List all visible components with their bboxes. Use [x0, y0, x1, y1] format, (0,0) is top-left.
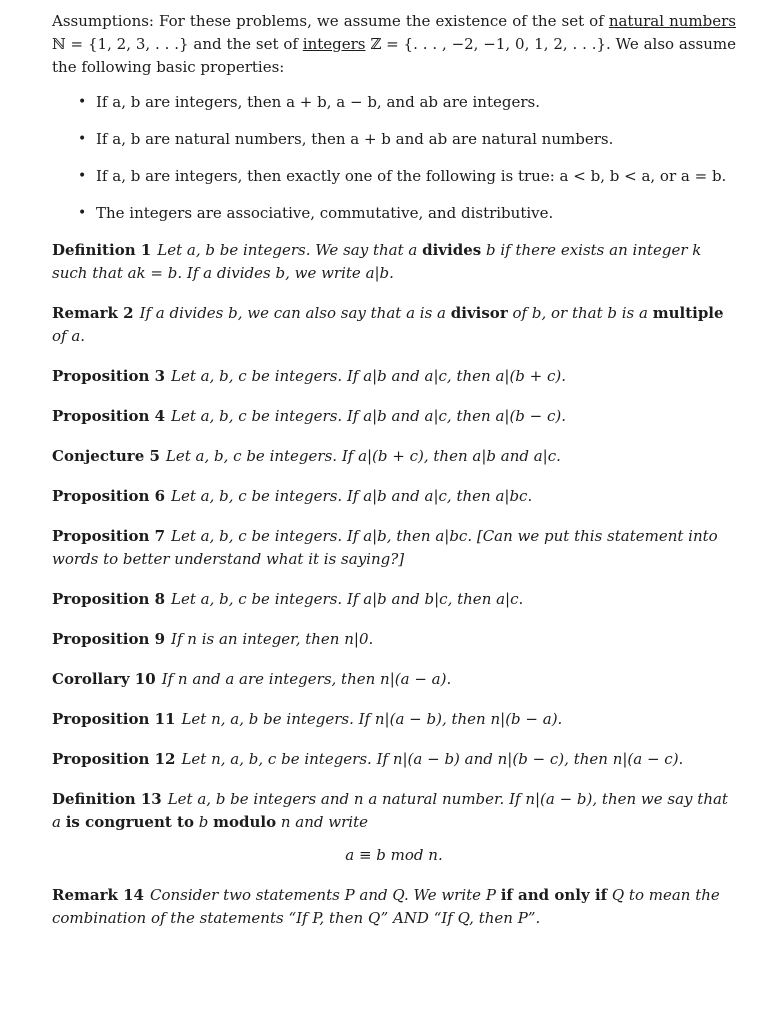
basic-properties-list: [52, 91, 736, 224]
item-label: Definition 1: [52, 241, 152, 259]
property-text: If a, b are integers, then exactly one of the following is true: a < b, b < a, or a = b.: [96, 167, 727, 185]
remark-14: [52, 884, 736, 930]
item-label: Proposition 6: [52, 487, 166, 505]
item-label: Corollary 10: [52, 670, 156, 688]
item-label: Remark 2: [52, 304, 134, 322]
item-label: Proposition 8: [52, 590, 166, 608]
term-congruent: is congruent to: [65, 813, 194, 831]
term-divides: divides: [422, 241, 482, 259]
definition-13: [52, 788, 736, 867]
definition-1: [52, 239, 736, 285]
item-label: Proposition 3: [52, 367, 166, 385]
item-text: Let a, b be integers. We say that a: [157, 241, 423, 259]
bullet-icon: •: [78, 94, 87, 110]
item-text: n and write: [276, 813, 368, 831]
item-label: Proposition 11: [52, 710, 176, 728]
proposition-12: [52, 748, 736, 771]
list-item: [52, 202, 736, 224]
item-text: Let a, b be integers and n a natural number. If n|(a − b), then we say that a: [52, 790, 728, 831]
list-item: [52, 165, 736, 187]
bullet-icon: •: [78, 168, 87, 184]
item-text: Consider two statements P and Q. We write P: [150, 886, 501, 904]
document-page: [52, 10, 736, 947]
list-item: [52, 91, 736, 113]
item-label: Remark 14: [52, 886, 144, 904]
corollary-10: [52, 668, 736, 691]
proposition-11: [52, 708, 736, 731]
proposition-4: [52, 405, 736, 428]
item-text: Let a, b, c be integers. If a|b and a|c, then a|(b + c).: [171, 367, 567, 385]
item-text: of a.: [52, 327, 86, 345]
property-text: If a, b are integers, then a + b, a − b, and ab are integers.: [96, 93, 540, 111]
item-label: Proposition 12: [52, 750, 176, 768]
conjecture-5: [52, 445, 736, 468]
term-iff: if and only if: [500, 886, 608, 904]
proposition-9: [52, 628, 736, 651]
bullet-icon: •: [78, 205, 87, 221]
item-text: Let a, b, c be integers. If a|(b + c), then a|b and a|c.: [165, 447, 561, 465]
item-label: Definition 13: [52, 790, 162, 808]
bullet-icon: •: [78, 131, 87, 147]
intro-text-2: ℕ = {1, 2, 3, . . .} and the set of: [52, 35, 303, 53]
item-text: Let n, a, b, c be integers. If n|(a − b) and n|(b − c), then n|(a − c).: [181, 750, 684, 768]
intro-text-1: Assumptions: For these problems, we assume the existence of the set of: [52, 12, 609, 30]
term-multiple: multiple: [652, 304, 724, 322]
proposition-6: [52, 485, 736, 508]
property-text: The integers are associative, commutative, and distributive.: [96, 204, 554, 222]
congruence-formula: a ≡ b mod n.: [345, 846, 443, 864]
item-text: Let a, b, c be integers. If a|b, then a|bc. [Can we put this statement into words to better understand what it is saying?]: [52, 527, 718, 568]
item-text: Q to mean the combination of the statements “If P, then Q” AND “If Q, then P”.: [52, 886, 720, 927]
proposition-3: [52, 365, 736, 388]
proposition-8: [52, 588, 736, 611]
proposition-7: [52, 525, 736, 571]
item-text: of b, or that b is a: [507, 304, 653, 322]
item-text: Let a, b, c be integers. If a|b and b|c, then a|c.: [171, 590, 524, 608]
term-modulo: modulo: [213, 813, 277, 831]
item-label: Proposition 4: [52, 407, 166, 425]
item-text: Let n, a, b be integers. If n|(a − b), then n|(b − a).: [181, 710, 563, 728]
item-text: b if there exists an integer k such that ak = b. If a divides b, we write a|b.: [52, 241, 702, 282]
item-text: Let a, b, c be integers. If a|b and a|c, then a|bc.: [171, 487, 533, 505]
item-text: If n and a are integers, then n|(a − a).: [161, 670, 452, 688]
assumptions-paragraph: [52, 10, 736, 79]
item-label: Proposition 9: [52, 630, 166, 648]
item-label: Proposition 7: [52, 527, 166, 545]
item-label: Conjecture 5: [52, 447, 160, 465]
integers-term: integers: [302, 35, 366, 53]
list-item: [52, 128, 736, 150]
natural-numbers-term: natural numbers: [608, 12, 736, 30]
item-text: b: [193, 813, 214, 831]
term-divisor: divisor: [450, 304, 508, 322]
property-text: If a, b are natural numbers, then a + b and ab are natural numbers.: [96, 130, 614, 148]
item-text: If n is an integer, then n|0.: [171, 630, 374, 648]
remark-2: [52, 302, 736, 348]
item-text: If a divides b, we can also say that a is a: [139, 304, 451, 322]
item-text: Let a, b, c be integers. If a|b and a|c, then a|(b − c).: [171, 407, 567, 425]
intro-text-3: ℤ = {. . . , −2, −1, 0, 1, 2, . . .}. We also assume the following basic properties:: [52, 35, 737, 76]
